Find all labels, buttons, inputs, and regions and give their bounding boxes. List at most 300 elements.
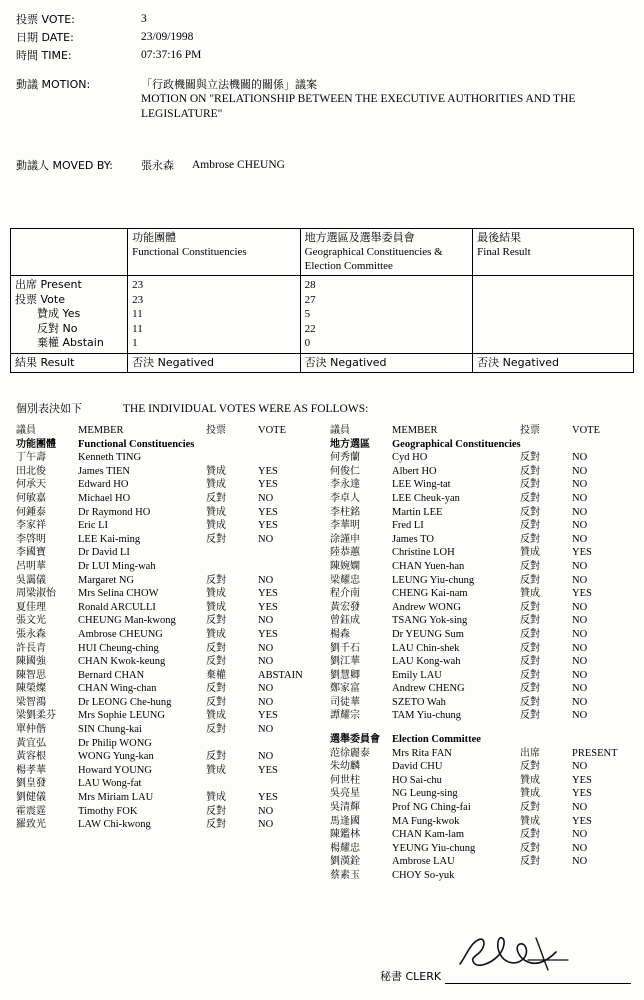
time-value: 07:37:16 PM xyxy=(141,49,202,61)
member-name-en: Margaret NG xyxy=(78,574,135,586)
col-member-en: MEMBER xyxy=(78,425,124,436)
table-row xyxy=(330,669,630,683)
table-row xyxy=(16,764,316,778)
member-vote-cn xyxy=(206,777,258,791)
member-vote-cn: 反對 xyxy=(520,533,540,545)
member-vote-cn xyxy=(206,560,258,574)
member-name-en: David CHU xyxy=(392,761,443,773)
vote-row xyxy=(16,12,628,27)
table-row xyxy=(330,682,630,696)
member-name-cn: 黃宏發 xyxy=(330,601,360,613)
member-name-cn: 田北俊 xyxy=(16,465,46,477)
member-name-en: CHENG Kai-nam xyxy=(392,588,468,600)
member-vote-en: NO xyxy=(572,492,588,504)
member-name-en: Michael HO xyxy=(78,492,131,504)
summary-value-row xyxy=(305,322,469,337)
member-name-en: Ronald ARCULLI xyxy=(78,601,156,613)
member-name-cn: 楊孝華 xyxy=(16,764,46,776)
member-name-en: Mrs Miriam LAU xyxy=(78,792,154,804)
time-row xyxy=(16,48,628,63)
member-name-cn: 李柱銘 xyxy=(330,506,360,518)
member-name-cn: 何世柱 xyxy=(330,774,360,786)
member-vote-en: NO xyxy=(572,479,588,491)
member-name-cn: 霍震霆 xyxy=(16,805,46,817)
fc-present: 23 xyxy=(132,279,144,291)
table-row xyxy=(330,760,630,774)
member-vote-cn: 贊成 xyxy=(206,479,226,491)
summary-corner-cell xyxy=(11,229,128,276)
moved-by-label: 動議人 MOVED BY: xyxy=(16,159,113,172)
summary-label-no: 反對 No xyxy=(37,321,78,335)
member-name-en: LAU Kong-wah xyxy=(392,656,461,668)
member-name-en: Edward HO xyxy=(78,479,129,491)
gc-vote: 27 xyxy=(304,293,316,306)
group-title-cn: 選舉委員會 xyxy=(330,734,380,746)
member-vote-en: NO xyxy=(572,642,588,654)
individual-votes-right-column xyxy=(330,424,630,883)
member-name-cn: 何秀蘭 xyxy=(330,452,360,464)
date-value: 23/09/1998 xyxy=(141,31,194,43)
summary-value-row xyxy=(305,278,469,293)
member-name-en: LAU Wong-fat xyxy=(78,778,142,790)
summary-col-geographical-cn: 地方選區及選舉委員會 xyxy=(304,231,415,244)
member-name-en: James TIEN xyxy=(78,465,131,477)
member-vote-cn: 反對 xyxy=(520,710,540,722)
member-name-en: Christine LOH xyxy=(392,547,455,559)
member-vote-en: NO xyxy=(258,819,274,831)
summary-geographical-values xyxy=(305,278,469,351)
member-name-cn: 朱幼麟 xyxy=(330,761,360,773)
summary-label-vote: 投票 Vote xyxy=(15,292,65,306)
group-heading-functional xyxy=(16,438,316,452)
member-name-cn: 譚耀宗 xyxy=(330,710,360,722)
member-name-cn: 李家祥 xyxy=(16,520,46,532)
member-vote-cn: 反對 xyxy=(520,642,540,654)
member-name-en: WONG Yung-kan xyxy=(78,751,154,763)
summary-col-functional-cn: 功能團體 xyxy=(132,231,177,244)
member-vote-en xyxy=(258,777,316,791)
member-name-en: LAW Chi-kwong xyxy=(78,819,151,831)
member-vote-cn: 反對 xyxy=(520,520,540,532)
fc-yes: 11 xyxy=(132,308,143,320)
member-vote-en: ABSTAIN xyxy=(258,669,303,681)
member-name-en: LEE Wing-tat xyxy=(392,479,451,491)
member-name-en: Cyd HO xyxy=(392,452,428,464)
summary-col-final-en: Final Result xyxy=(477,246,531,258)
member-name-en: Mrs Rita FAN xyxy=(392,747,452,759)
moved-by-name-chinese: 張永森 xyxy=(141,159,174,172)
summary-label-row xyxy=(15,336,123,351)
member-name-en: Bernard CHAN xyxy=(78,669,145,681)
member-name-cn: 梁智鴻 xyxy=(16,696,46,708)
summary-label-present: 出席 Present xyxy=(15,278,82,291)
member-name-en: TSANG Yok-sing xyxy=(392,615,468,627)
member-name-en: Dr Philip WONG xyxy=(78,737,152,749)
summary-result-functional: 否決 Negatived xyxy=(128,353,301,372)
member-name-en: LEE Kai-ming xyxy=(78,533,141,545)
member-name-en: Andrew WONG xyxy=(392,601,461,613)
member-vote-cn: 贊成 xyxy=(206,764,226,776)
member-vote-cn: 反對 xyxy=(206,656,226,668)
table-row xyxy=(330,842,630,856)
member-name-cn: 陳鑑林 xyxy=(330,829,360,841)
member-name-cn: 司徒華 xyxy=(330,696,360,708)
member-vote-cn: 反對 xyxy=(520,560,540,572)
summary-col-final xyxy=(473,229,634,276)
gc-yes: 5 xyxy=(304,308,311,320)
member-name-cn: 夏佳理 xyxy=(16,601,46,613)
member-name-cn: 李華明 xyxy=(330,520,360,532)
member-name-cn: 張文光 xyxy=(16,615,46,627)
member-vote-cn: 反對 xyxy=(520,761,540,773)
summary-counts-geographical xyxy=(300,276,473,354)
summary-col-functional-en: Functional Constituencies xyxy=(132,246,247,258)
member-vote-en: NO xyxy=(258,533,274,545)
member-name-cn: 丁午壽 xyxy=(16,452,46,464)
summary-col-functional xyxy=(128,229,301,276)
summary-result-row xyxy=(11,353,634,372)
member-vote-en: NO xyxy=(258,574,274,586)
member-vote-cn: 贊成 xyxy=(520,815,540,827)
vote-value: 3 xyxy=(141,13,147,25)
table-row xyxy=(16,723,316,737)
member-name-en: Fred LI xyxy=(392,520,424,532)
member-vote-en xyxy=(258,451,316,465)
member-vote-en: YES xyxy=(572,788,592,800)
member-name-en: Dr Raymond HO xyxy=(78,506,151,518)
member-vote-en: YES xyxy=(572,815,592,827)
member-name-cn: 陳婉嫻 xyxy=(330,560,360,572)
member-vote-en: NO xyxy=(572,856,588,868)
table-row xyxy=(16,506,316,520)
member-name-cn: 吳清輝 xyxy=(330,802,360,814)
summary-label-row xyxy=(15,307,123,322)
table-row xyxy=(330,815,630,829)
table-row xyxy=(330,601,630,615)
table-row xyxy=(330,855,630,869)
col-vote-cn: 投票 xyxy=(206,425,226,436)
moved-by-row xyxy=(16,158,628,173)
time-label: 時間 TIME: xyxy=(16,49,72,62)
summary-functional-values xyxy=(132,278,296,351)
table-row xyxy=(330,560,630,574)
table-row xyxy=(16,642,316,656)
fc-vote: 23 xyxy=(132,293,144,306)
member-vote-en: YES xyxy=(572,774,592,786)
member-name-en: Ambrose CHEUNG xyxy=(78,628,163,640)
member-name-en: CHEUNG Man-kwong xyxy=(78,615,176,627)
member-vote-en: NO xyxy=(572,656,588,668)
member-vote-en: NO xyxy=(572,560,588,572)
member-vote-cn: 反對 xyxy=(206,683,226,695)
summary-counts-final xyxy=(473,276,634,354)
table-row xyxy=(330,696,630,710)
member-name-cn: 劉皇發 xyxy=(16,778,46,790)
gc-present: 28 xyxy=(304,279,316,291)
gc-no: 22 xyxy=(304,322,316,335)
summary-label-yes: 贊成 Yes xyxy=(37,307,81,320)
summary-result-final: 否決 Negatived xyxy=(473,353,634,372)
table-row xyxy=(330,506,630,520)
table-row xyxy=(330,655,630,669)
member-vote-en: NO xyxy=(258,642,274,654)
table-row xyxy=(16,478,316,492)
summary-value-row xyxy=(132,307,296,322)
member-vote-en: NO xyxy=(258,805,274,817)
member-vote-cn: 贊成 xyxy=(206,520,226,532)
member-name-en: LAU Chin-shek xyxy=(392,642,460,654)
member-vote-cn: 贊成 xyxy=(206,628,226,640)
member-vote-cn: 贊成 xyxy=(206,710,226,722)
table-row xyxy=(330,747,630,761)
table-row xyxy=(330,774,630,788)
member-vote-cn: 反對 xyxy=(206,615,226,627)
member-name-cn: 陸恭蕙 xyxy=(330,547,360,559)
member-name-cn: 許長青 xyxy=(16,642,46,654)
member-vote-en: NO xyxy=(572,683,588,695)
member-name-cn: 劉江華 xyxy=(330,656,360,668)
summary-result-geographical: 否決 Negatived xyxy=(300,353,473,372)
motion-text-english-line2: LEGISLATURE" xyxy=(141,108,223,120)
table-row xyxy=(330,478,630,492)
member-vote-cn: 反對 xyxy=(206,642,226,654)
member-name-cn: 程介南 xyxy=(330,588,360,600)
member-vote-cn: 反對 xyxy=(520,465,540,477)
member-name-cn: 范徐麗泰 xyxy=(330,747,370,759)
member-name-en: TAM Yiu-chung xyxy=(392,710,462,722)
summary-labels-list xyxy=(15,278,123,351)
member-name-en: Dr LUI Ming-wah xyxy=(78,560,156,572)
group-spacer xyxy=(330,723,630,733)
table-row xyxy=(330,869,630,883)
member-name-en: Andrew CHENG xyxy=(392,683,465,695)
clerk-label: 秘書 CLERK xyxy=(380,970,442,983)
member-vote-cn: 反對 xyxy=(520,479,540,491)
member-name-cn: 鄭家富 xyxy=(330,683,360,695)
member-name-cn: 劉漢銓 xyxy=(330,856,360,868)
member-name-en: CHAN Wing-chan xyxy=(78,683,157,695)
member-vote-en: NO xyxy=(572,696,588,708)
member-vote-cn xyxy=(206,737,258,751)
summary-label-row xyxy=(15,293,123,308)
gc-abstain: 0 xyxy=(304,337,311,349)
member-name-cn: 涂謹申 xyxy=(330,533,360,545)
summary-value-row xyxy=(132,336,296,351)
member-name-cn: 李永達 xyxy=(330,479,360,491)
member-name-en: LEE Cheuk-yan xyxy=(392,492,460,504)
clerk-signature-block xyxy=(380,968,631,984)
motion-text-chinese: 「行政機關與立法機關的關係」議案 xyxy=(141,78,317,91)
member-vote-cn xyxy=(206,546,258,560)
member-vote-en: NO xyxy=(258,492,274,504)
member-vote-en: NO xyxy=(572,669,588,681)
member-vote-en: NO xyxy=(572,574,588,586)
member-vote-cn: 反對 xyxy=(520,656,540,668)
member-vote-cn: 反對 xyxy=(206,724,226,736)
member-name-en: Ambrose LAU xyxy=(392,856,455,868)
summary-value-row xyxy=(132,278,296,293)
member-vote-cn: 反對 xyxy=(206,751,226,763)
member-vote-en: YES xyxy=(258,710,278,722)
member-vote-cn: 反對 xyxy=(520,574,540,586)
motion-row xyxy=(16,77,628,122)
member-vote-en: NO xyxy=(572,829,588,841)
summary-label-abstain: 棄權 Abstain xyxy=(37,336,104,349)
moved-by-value xyxy=(141,158,285,173)
member-vote-cn: 反對 xyxy=(520,628,540,640)
table-row xyxy=(16,587,316,601)
member-name-cn: 呂明華 xyxy=(16,560,46,572)
member-name-en: James TO xyxy=(392,533,434,545)
summary-col-final-cn: 最後結果 xyxy=(477,231,522,244)
member-name-cn: 黃宜弘 xyxy=(16,737,46,749)
table-row xyxy=(16,519,316,533)
individual-votes-heading-en: THE INDIVIDUAL VOTES WERE AS FOLLOWS: xyxy=(122,403,369,415)
member-name-en: CHAN Kwok-keung xyxy=(78,656,166,668)
member-name-cn: 何承天 xyxy=(16,479,46,491)
member-vote-cn: 反對 xyxy=(206,574,226,586)
member-vote-en xyxy=(258,546,316,560)
member-vote-cn: 反對 xyxy=(206,819,226,831)
member-vote-cn: 反對 xyxy=(520,452,540,464)
member-vote-en: NO xyxy=(258,683,274,695)
table-row xyxy=(330,451,630,465)
member-vote-en: NO xyxy=(572,628,588,640)
member-name-cn: 黃容根 xyxy=(16,751,46,763)
date-label: 日期 DATE: xyxy=(16,31,74,44)
column-header-row xyxy=(16,424,316,438)
date-row xyxy=(16,30,628,45)
member-name-cn: 楊耀忠 xyxy=(330,842,360,854)
group-title-en: Functional Constituencies xyxy=(78,438,195,450)
functional-constituencies-table xyxy=(16,424,316,832)
member-vote-cn: 反對 xyxy=(520,856,540,868)
member-vote-cn: 反對 xyxy=(206,533,226,545)
member-vote-cn: 反對 xyxy=(520,615,540,627)
member-vote-en: NO xyxy=(258,751,274,763)
member-name-cn: 陳榮燦 xyxy=(16,683,46,695)
summary-col-geographical-en1: Geographical Constituencies & xyxy=(304,246,443,258)
member-vote-en: YES xyxy=(258,479,278,491)
member-vote-en: YES xyxy=(258,465,278,477)
clerk-signature-line xyxy=(445,970,631,984)
member-vote-cn: 贊成 xyxy=(206,588,226,600)
summary-value-row xyxy=(132,293,296,308)
summary-counts-functional xyxy=(128,276,301,354)
member-vote-en: YES xyxy=(572,547,592,559)
member-vote-cn: 贊成 xyxy=(206,601,226,613)
member-name-en: HO Sai-chu xyxy=(392,774,442,786)
member-vote-en: YES xyxy=(258,628,278,640)
col-vote-en: VOTE xyxy=(258,425,286,436)
member-name-cn: 梁耀忠 xyxy=(330,574,360,586)
member-vote-en: NO xyxy=(572,465,588,477)
summary-value-row xyxy=(132,322,296,337)
member-name-cn: 李國寶 xyxy=(16,547,46,559)
member-name-cn: 陳國強 xyxy=(16,656,46,668)
member-vote-cn: 贊成 xyxy=(206,506,226,518)
member-vote-en: NO xyxy=(258,615,274,627)
member-name-cn: 馬逢國 xyxy=(330,815,360,827)
table-row xyxy=(16,805,316,819)
member-name-en: SIN Chung-kai xyxy=(78,724,142,736)
member-name-en: Mrs Sophie LEUNG xyxy=(78,710,165,722)
table-row xyxy=(16,465,316,479)
table-row xyxy=(330,587,630,601)
member-name-cn: 張永森 xyxy=(16,628,46,640)
member-vote-cn: 反對 xyxy=(206,492,226,504)
member-name-cn: 蔡素玉 xyxy=(330,870,360,881)
table-row xyxy=(16,791,316,805)
member-vote-cn: 反對 xyxy=(520,506,540,518)
member-vote-en: YES xyxy=(258,601,278,613)
table-row xyxy=(16,750,316,764)
member-name-en: Eric LI xyxy=(78,520,109,532)
member-name-cn: 李卓人 xyxy=(330,492,360,504)
member-vote-cn: 贊成 xyxy=(520,547,540,559)
col-member-cn: 議員 xyxy=(16,425,36,436)
table-row xyxy=(16,614,316,628)
member-name-en: Mrs Selina CHOW xyxy=(78,588,159,600)
group-heading-geographical xyxy=(330,438,630,452)
table-row xyxy=(16,628,316,642)
member-vote-en: YES xyxy=(258,588,278,600)
member-vote-cn: 棄權 xyxy=(206,669,226,681)
motion-text-english-line1: MOTION ON "RELATIONSHIP BETWEEN THE EXECUTIVE AUTHORITIES AND THE xyxy=(141,93,576,105)
member-vote-en: NO xyxy=(572,452,588,464)
group-title-en: Election Committee xyxy=(392,734,481,746)
member-vote-en: NO xyxy=(258,696,274,708)
member-vote-en: NO xyxy=(572,601,588,613)
individual-votes-heading-cn: 個別表決如下 xyxy=(16,402,82,415)
member-vote-cn xyxy=(520,869,572,883)
member-name-en: CHAN Yuen-han xyxy=(392,560,465,572)
member-name-cn: 楊森 xyxy=(330,628,350,640)
geographical-constituencies-table xyxy=(330,424,630,883)
member-name-en: Emily LAU xyxy=(392,669,442,681)
motion-text xyxy=(141,77,628,122)
member-name-en: MA Fung-kwok xyxy=(392,815,460,827)
member-vote-en: NO xyxy=(258,724,274,736)
table-row xyxy=(330,787,630,801)
member-vote-en: NO xyxy=(572,615,588,627)
group-title-en: Geographical Constituencies xyxy=(392,438,521,450)
table-row xyxy=(330,546,630,560)
column-header-row xyxy=(330,424,630,438)
group-title-cn: 功能團體 xyxy=(16,438,56,450)
member-vote-cn: 反對 xyxy=(206,805,226,817)
col-vote-cn: 投票 xyxy=(520,425,540,436)
table-row xyxy=(16,737,316,751)
member-name-cn: 何俊仁 xyxy=(330,465,360,477)
table-row xyxy=(330,574,630,588)
member-name-cn: 何敏嘉 xyxy=(16,492,46,504)
summary-value-row xyxy=(305,307,469,322)
summary-counts-row xyxy=(11,276,634,354)
table-row xyxy=(16,601,316,615)
group-heading-election-committee xyxy=(330,733,630,747)
member-name-en: Howard YOUNG xyxy=(78,764,152,776)
member-vote-cn: 贊成 xyxy=(206,792,226,804)
member-vote-cn: 贊成 xyxy=(206,465,226,477)
summary-label-row xyxy=(15,322,123,337)
member-name-en: HUI Cheung-ching xyxy=(78,642,159,654)
member-vote-cn: 反對 xyxy=(520,802,540,814)
member-name-en: Dr David LI xyxy=(78,547,130,559)
member-name-en: Timothy FOK xyxy=(78,805,138,817)
table-row xyxy=(16,560,316,574)
member-name-en: SZETO Wah xyxy=(392,696,446,708)
